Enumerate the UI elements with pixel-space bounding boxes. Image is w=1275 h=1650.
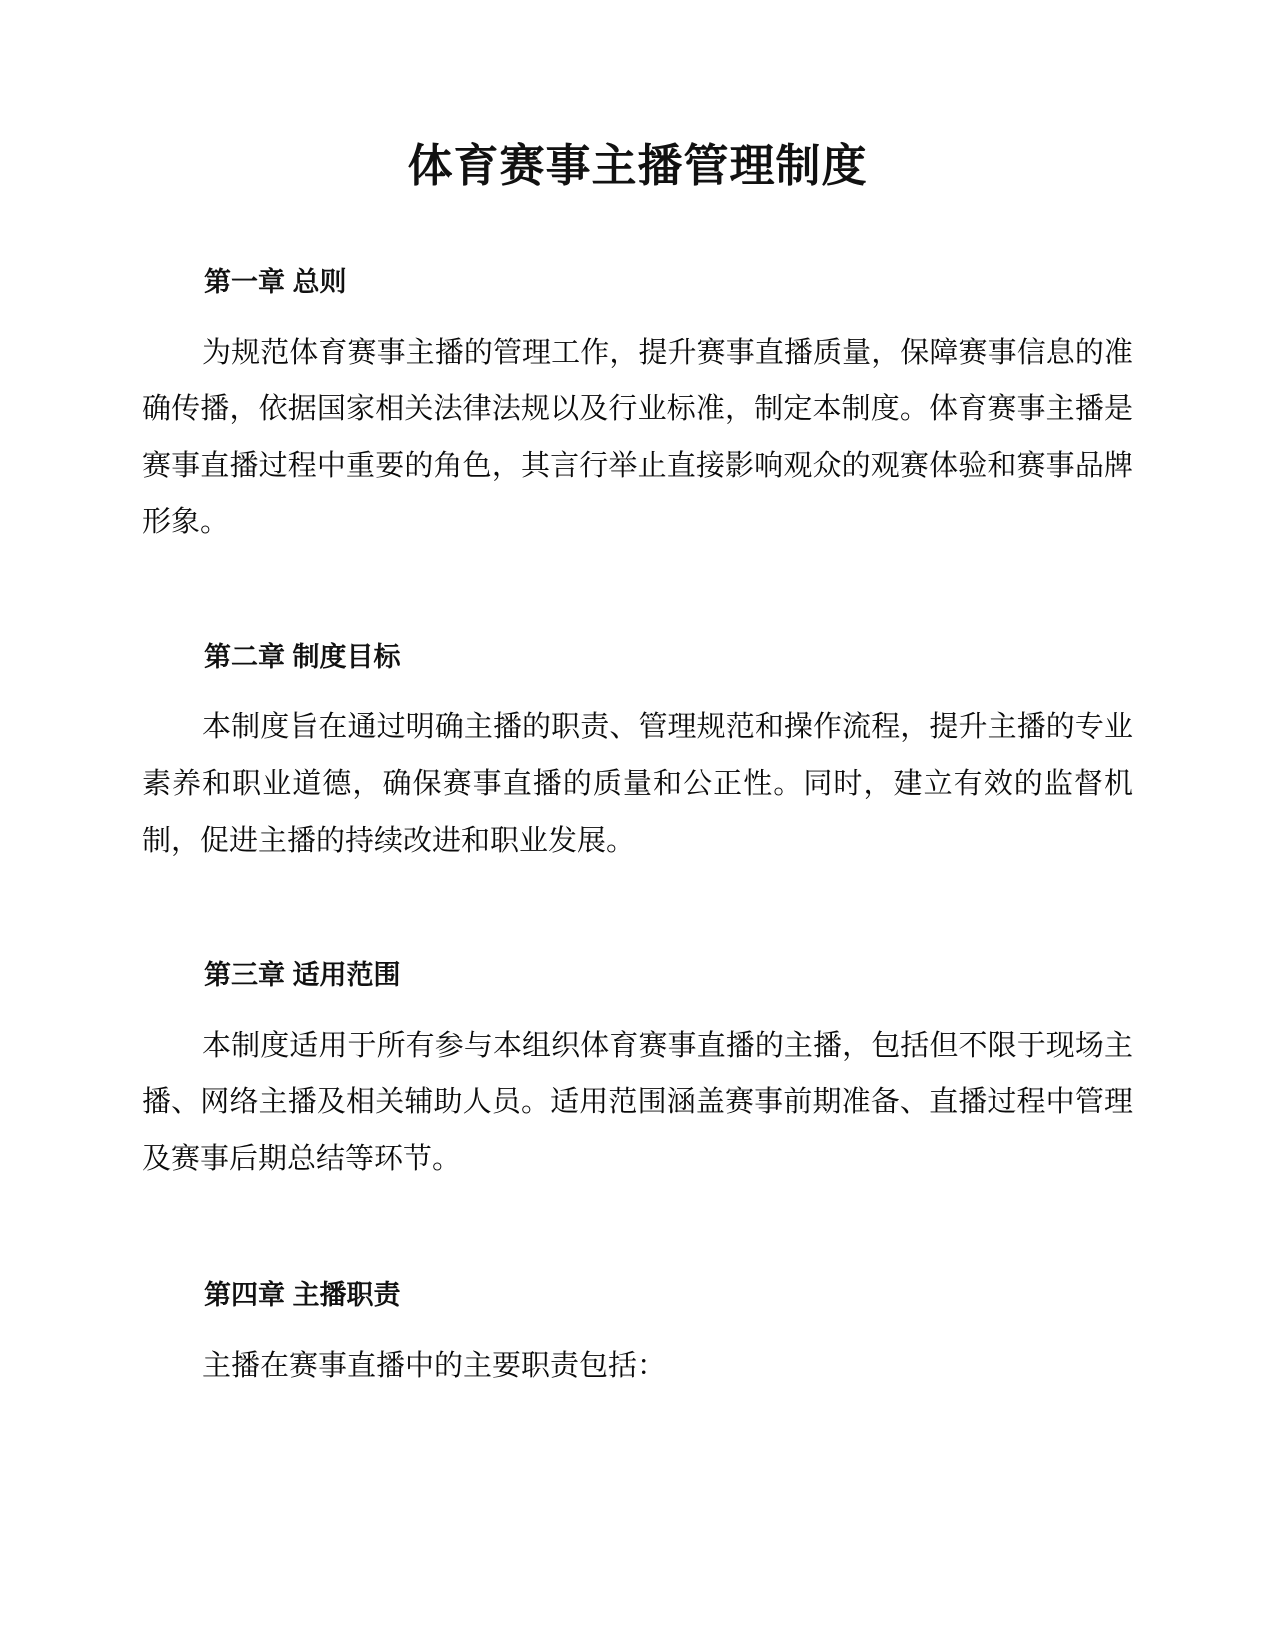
- section-paragraph-chapter-2: 本制度旨在通过明确主播的职责、管理规范和操作流程，提升主播的专业素养和职业道德，确保赛事直播的质量和公正性。同时，建立有效的监督机制，促进主播的持续改进和职业发展。: [142, 711, 1133, 857]
- section-chapter-1: [142, 262, 1133, 551]
- spacer-title: [142, 194, 1133, 262]
- section-paragraph-chapter-1: 为规范体育赛事主播的管理工作，提升赛事直播质量，保障赛事信息的准确传播，依据国家相关法律法规以及行业标准，制定本制度。体育赛事主播是赛事直播过程中重要的角色，其言行举止直接影响观众的观赛体验和赛事品牌形象。: [142, 336, 1133, 539]
- section-heading-chapter-1: 第一章 总则: [204, 267, 347, 298]
- spacer-section-3-4: [142, 1187, 1133, 1275]
- section-heading-chapter-4: 第四章 主播职责: [204, 1280, 401, 1311]
- section-heading-chapter-2: 第二章 制度目标: [204, 641, 401, 672]
- section-paragraph-chapter-4: 主播在赛事直播中的主要职责包括：: [202, 1349, 667, 1382]
- spacer-heading-1: [142, 303, 1133, 325]
- spacer-heading-4: [142, 1316, 1133, 1338]
- section-heading-chapter-3: 第三章 适用范围: [204, 960, 401, 991]
- spacer-heading-3: [142, 996, 1133, 1018]
- spacer-section-1-2: [142, 551, 1133, 637]
- page-title: 体育赛事主播管理制度: [407, 140, 868, 191]
- spacer-heading-2: [142, 677, 1133, 699]
- section-chapter-3: [142, 955, 1133, 1187]
- section-chapter-2: [142, 637, 1133, 869]
- spacer-section-2-3: [142, 869, 1133, 955]
- section-paragraph-chapter-3: 本制度适用于所有参与本组织体育赛事直播的主播，包括但不限于现场主播、网络主播及相关辅助人员。适用范围涵盖赛事前期准备、直播过程中管理及赛事后期总结等环节。: [142, 1029, 1133, 1175]
- section-chapter-4: [142, 1275, 1133, 1394]
